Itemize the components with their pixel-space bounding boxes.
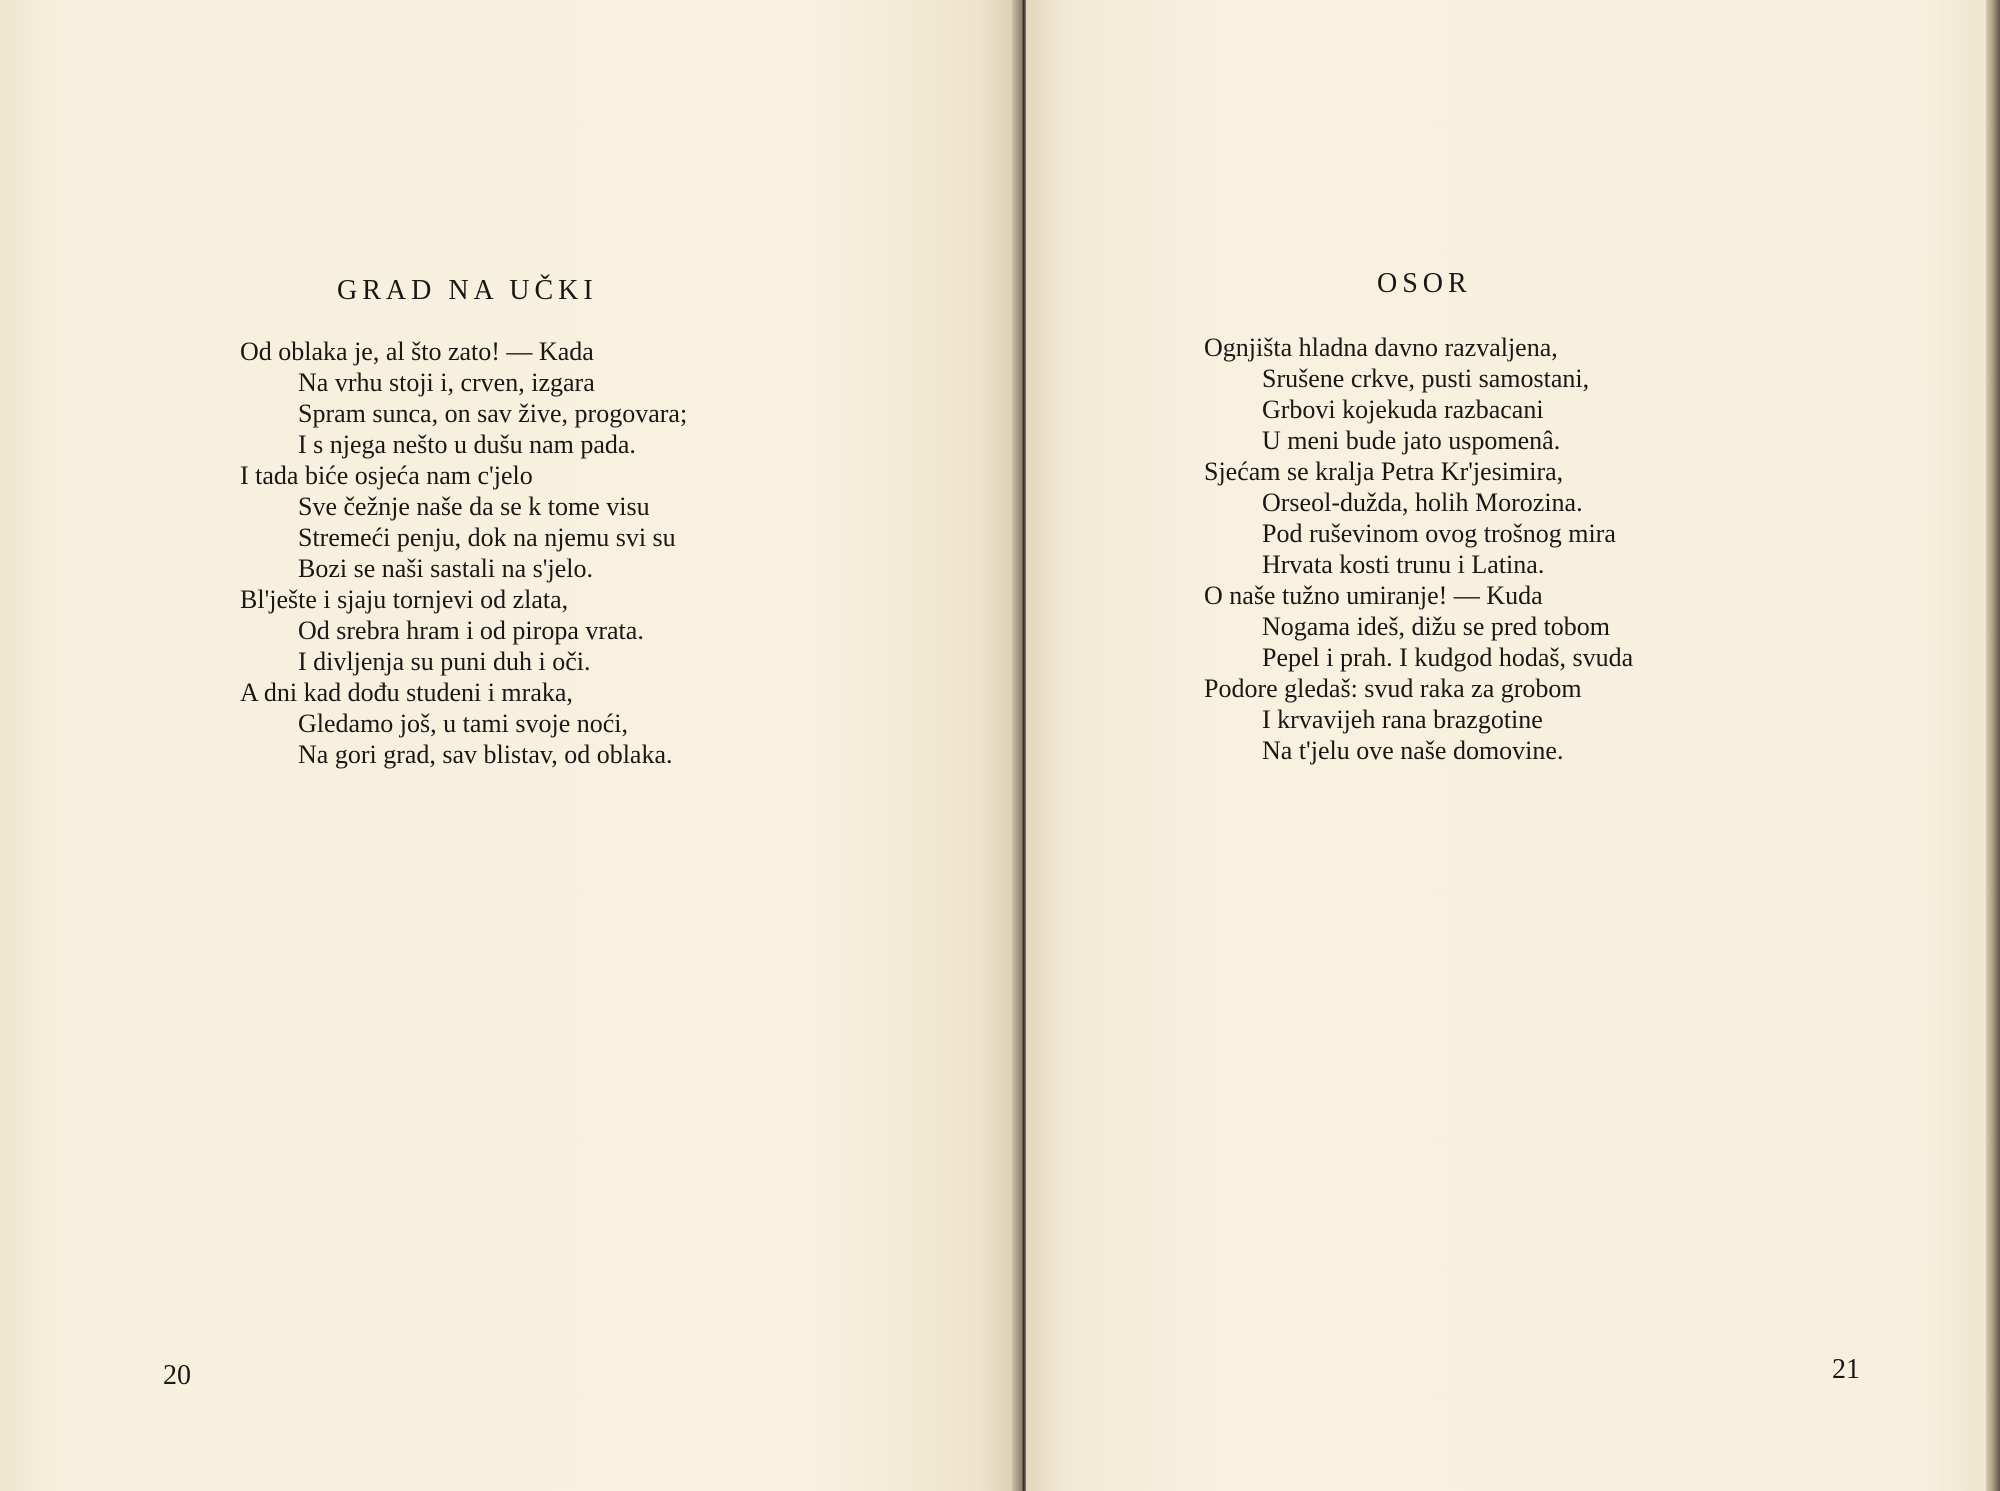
verse-line: U meni bude jato uspomenâ.	[1262, 426, 1561, 455]
verse-line: Na t'jelu ove naše domovine.	[1262, 736, 1564, 765]
right-page	[1026, 0, 2000, 1491]
verse-line: A dni kad dođu studeni i mraka,	[240, 678, 573, 707]
verse-line: Od srebra hram i od piropa vrata.	[298, 616, 644, 645]
page-edge	[1986, 0, 2000, 1491]
verse-line: Sjećam se kralja Petra Kr'jesimira,	[1204, 457, 1564, 486]
poem-verse	[1204, 332, 1633, 766]
verse-line: Bozi se naši sastali na s'jelo.	[298, 554, 593, 583]
verse-line: Stremeći penju, dok na njemu svi su	[298, 523, 676, 552]
poem-title: OSOR	[1377, 268, 1472, 299]
poem-title: GRAD NA UČKI	[337, 275, 598, 306]
verse-line: Od oblaka je, al što zato! — Kada	[240, 337, 594, 366]
verse-line: Pepel i prah. I kudgod hodaš, svuda	[1262, 643, 1634, 672]
verse-line: Sve čežnje naše da se k tome visu	[298, 492, 650, 521]
verse-line: Orseol-dužda, holih Morozina.	[1262, 488, 1583, 517]
verse-line: Gledamo još, u tami svoje noći,	[298, 709, 629, 738]
verse-line: Pod ruševinom ovog trošnog mira	[1262, 519, 1616, 548]
verse-line: O naše tužno umiranje! — Kuda	[1204, 581, 1543, 610]
page-number: 21	[1832, 1354, 1860, 1385]
verse-line: Spram sunca, on sav žive, progovara;	[298, 399, 688, 428]
verse-line: Nogama ideš, dižu se pred tobom	[1262, 612, 1611, 641]
verse-line: Ognjišta hladna davno razvaljena,	[1204, 333, 1558, 362]
verse-line: Bl'ješte i sjaju tornjevi od zlata,	[240, 585, 569, 614]
verse-line: Hrvata kosti trunu i Latina.	[1262, 550, 1545, 579]
poem-verse	[240, 336, 687, 770]
verse-line: I s njega nešto u dušu nam pada.	[298, 430, 636, 459]
verse-line: I tada biće osjeća nam c'jelo	[240, 461, 533, 490]
verse-line: Na vrhu stoji i, crven, izgara	[298, 368, 595, 397]
verse-line: Srušene crkve, pusti samostani,	[1262, 364, 1590, 393]
verse-line: Podore gledaš: svud raka za grobom	[1204, 674, 1582, 703]
verse-line: Na gori grad, sav blistav, od oblaka.	[298, 740, 673, 769]
page-number: 20	[163, 1360, 191, 1391]
verse-line: I divljenja su puni duh i oči.	[298, 647, 591, 676]
verse-line: I krvavijeh rana brazgotine	[1262, 705, 1543, 734]
verse-line: Grbovi kojekuda razbacani	[1262, 395, 1544, 424]
